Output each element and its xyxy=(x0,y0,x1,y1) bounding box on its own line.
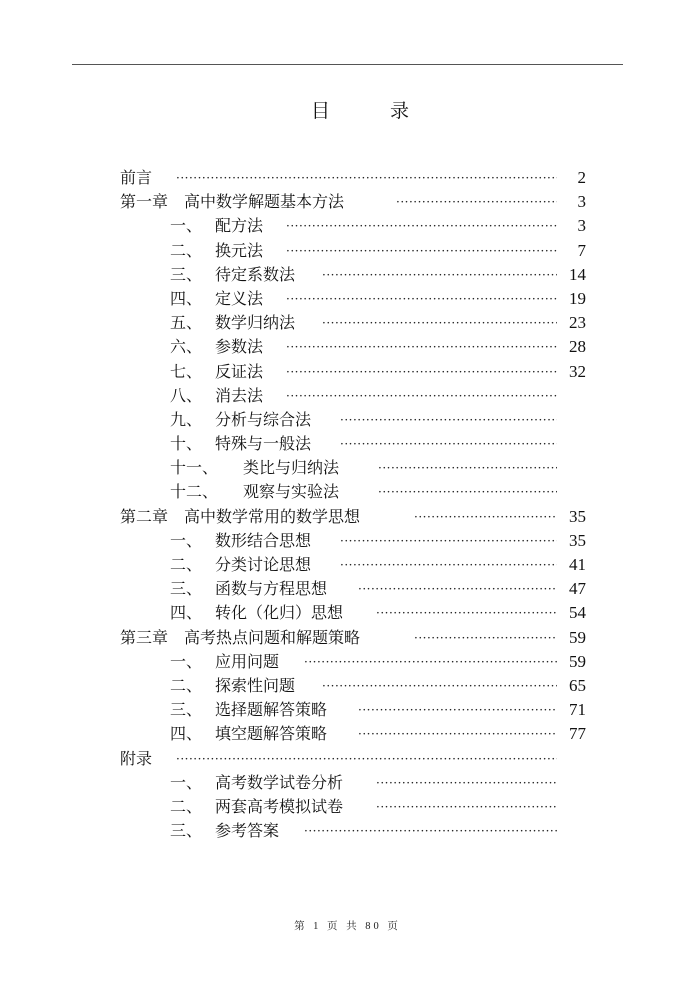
dot-leader xyxy=(322,674,557,698)
toc-entry-page-number: 59 xyxy=(569,627,586,647)
toc-entry-number: 一、 xyxy=(170,216,203,236)
toc-entry[interactable] xyxy=(0,529,695,553)
dot-leader xyxy=(286,360,557,384)
dot-leader xyxy=(414,505,557,529)
toc-entry-number: 四、 xyxy=(170,724,203,744)
dot-leader xyxy=(396,190,557,214)
dot-leader xyxy=(304,819,557,843)
toc-entry-label: 类比与归纳法 xyxy=(243,458,340,478)
toc-entry-number: 二、 xyxy=(170,675,203,695)
toc-entry-number: 二、 xyxy=(170,796,203,816)
toc-entry-page-number: 77 xyxy=(569,724,586,744)
toc-entry-page-number: 54 xyxy=(569,603,586,623)
toc-entry-label: 探索性问题 xyxy=(215,675,296,695)
page-footer: 第 1 页 共 80 页 xyxy=(294,921,401,932)
toc-entry[interactable] xyxy=(0,795,695,819)
toc-entry-page-number: 47 xyxy=(569,579,586,599)
dot-leader xyxy=(358,577,557,601)
toc-entry-label: 填空题解答策略 xyxy=(215,724,328,744)
toc-entry-label: 待定系数法 xyxy=(215,264,296,284)
dot-leader xyxy=(286,214,557,238)
dot-leader xyxy=(358,722,557,746)
toc-entry-number: 十一、 xyxy=(170,458,219,478)
dot-leader xyxy=(322,263,557,287)
toc-entry[interactable] xyxy=(0,360,695,384)
dot-leader xyxy=(176,747,557,771)
toc-entry-page-number: 2 xyxy=(577,168,586,187)
toc-entry-number: 一、 xyxy=(170,651,203,671)
toc-entry-page-number: 35 xyxy=(569,530,586,550)
toc-entry-label: 附录 xyxy=(120,748,153,768)
dot-leader xyxy=(340,529,557,553)
toc-entry[interactable] xyxy=(0,166,695,190)
toc-entry-number: 七、 xyxy=(170,361,203,381)
toc-entry[interactable] xyxy=(0,650,695,674)
toc-entry-label: 配方法 xyxy=(215,216,264,236)
toc-entry-label: 函数与方程思想 xyxy=(215,579,328,599)
toc-entry-page-number: 35 xyxy=(569,506,586,526)
toc-entry[interactable] xyxy=(0,601,695,625)
toc-entry-label: 选择题解答策略 xyxy=(215,700,328,720)
toc-entry[interactable] xyxy=(0,553,695,577)
toc-entry[interactable] xyxy=(0,819,695,843)
toc-entry-label: 第一章 高中数学解题基本方法 xyxy=(120,192,345,212)
table-of-contents xyxy=(0,166,695,843)
toc-entry[interactable] xyxy=(0,384,695,408)
toc-entry[interactable] xyxy=(0,239,695,263)
toc-entry-label: 反证法 xyxy=(215,361,264,381)
title-char-2: 录 xyxy=(390,100,410,122)
toc-entry-page-number: 28 xyxy=(569,337,586,357)
toc-entry-label: 特殊与一般法 xyxy=(215,434,312,454)
dot-leader xyxy=(286,239,557,263)
toc-entry[interactable] xyxy=(0,456,695,480)
toc-entry-label: 第二章 高中数学常用的数学思想 xyxy=(120,506,361,526)
toc-entry-label: 观察与实验法 xyxy=(243,482,340,502)
toc-entry-number: 三、 xyxy=(170,821,203,841)
dot-leader xyxy=(304,650,557,674)
title-char-1: 目 xyxy=(311,100,331,122)
toc-entry-label: 数形结合思想 xyxy=(215,530,312,550)
dot-leader xyxy=(378,456,557,480)
toc-entry[interactable] xyxy=(0,722,695,746)
toc-entry-number: 五、 xyxy=(170,313,203,333)
dot-leader xyxy=(376,795,557,819)
toc-entry-page-number: 3 xyxy=(577,216,586,236)
toc-entry-label: 分析与综合法 xyxy=(215,409,312,429)
toc-entry-label: 两套高考模拟试卷 xyxy=(215,796,344,816)
toc-entry-label: 消去法 xyxy=(215,385,264,405)
toc-entry-number: 一、 xyxy=(170,772,203,792)
toc-entry-label: 高考数学试卷分析 xyxy=(215,772,344,792)
toc-entry-page-number: 23 xyxy=(569,313,586,333)
dot-leader xyxy=(376,771,557,795)
toc-entry-label: 转化（化归）思想 xyxy=(215,603,344,623)
toc-entry-number: 十、 xyxy=(170,434,203,454)
toc-entry-label: 数学归纳法 xyxy=(215,313,296,333)
toc-entry-label: 参数法 xyxy=(215,337,264,357)
header-rule xyxy=(72,64,623,65)
toc-entry[interactable] xyxy=(0,505,695,529)
dot-leader xyxy=(286,287,557,311)
toc-entry-number: 四、 xyxy=(170,603,203,623)
toc-entry[interactable] xyxy=(0,311,695,335)
toc-entry-label: 前言 xyxy=(120,168,153,187)
toc-entry-label: 参考答案 xyxy=(215,821,280,841)
toc-entry[interactable] xyxy=(0,747,695,771)
dot-leader xyxy=(322,311,557,335)
toc-entry-label: 分类讨论思想 xyxy=(215,555,312,574)
toc-entry[interactable] xyxy=(0,214,695,238)
toc-entry-number: 一、 xyxy=(170,530,203,550)
page-title xyxy=(0,96,695,122)
toc-entry[interactable] xyxy=(0,287,695,311)
toc-entry-number: 九、 xyxy=(170,409,203,429)
toc-entry-number: 二、 xyxy=(170,240,203,260)
toc-entry-page-number: 7 xyxy=(577,240,586,260)
toc-entry-page-number: 59 xyxy=(569,651,586,671)
toc-entry-number: 八、 xyxy=(170,385,203,405)
dot-leader xyxy=(176,166,557,190)
toc-entry-label: 应用问题 xyxy=(215,651,280,671)
toc-entry-label: 换元法 xyxy=(215,240,264,260)
toc-entry-number: 三、 xyxy=(170,579,203,599)
toc-entry-label: 定义法 xyxy=(215,288,264,308)
toc-entry-page-number: 19 xyxy=(569,288,586,308)
toc-entry[interactable] xyxy=(0,335,695,359)
dot-leader xyxy=(286,335,557,359)
toc-entry-page-number: 3 xyxy=(577,192,586,212)
dot-leader xyxy=(340,553,557,577)
toc-entry-number: 十二、 xyxy=(170,482,219,502)
toc-entry-number: 三、 xyxy=(170,264,203,284)
dot-leader xyxy=(286,384,557,408)
toc-entry-page-number: 41 xyxy=(569,555,586,574)
toc-entry-page-number: 65 xyxy=(569,675,586,695)
toc-entry-number: 六、 xyxy=(170,337,203,357)
dot-leader xyxy=(376,601,557,625)
dot-leader xyxy=(378,480,557,504)
dot-leader xyxy=(414,626,557,650)
toc-entry[interactable] xyxy=(0,480,695,504)
toc-entry-label: 第三章 高考热点问题和解题策略 xyxy=(120,627,361,647)
toc-entry-number: 三、 xyxy=(170,700,203,720)
dot-leader xyxy=(358,698,557,722)
dot-leader xyxy=(340,408,557,432)
dot-leader xyxy=(340,432,557,456)
toc-entry[interactable] xyxy=(0,771,695,795)
toc-entry[interactable] xyxy=(0,408,695,432)
toc-entry[interactable] xyxy=(0,432,695,456)
toc-entry-page-number: 32 xyxy=(569,361,586,381)
toc-entry[interactable] xyxy=(0,577,695,601)
toc-entry[interactable] xyxy=(0,190,695,214)
toc-entry[interactable] xyxy=(0,698,695,722)
toc-entry-page-number: 71 xyxy=(569,700,586,720)
toc-entry[interactable] xyxy=(0,263,695,287)
toc-entry-page-number: 14 xyxy=(569,264,586,284)
toc-entry[interactable] xyxy=(0,626,695,650)
toc-entry-number: 二、 xyxy=(170,555,203,574)
toc-entry-number: 四、 xyxy=(170,288,203,308)
toc-entry[interactable] xyxy=(0,674,695,698)
